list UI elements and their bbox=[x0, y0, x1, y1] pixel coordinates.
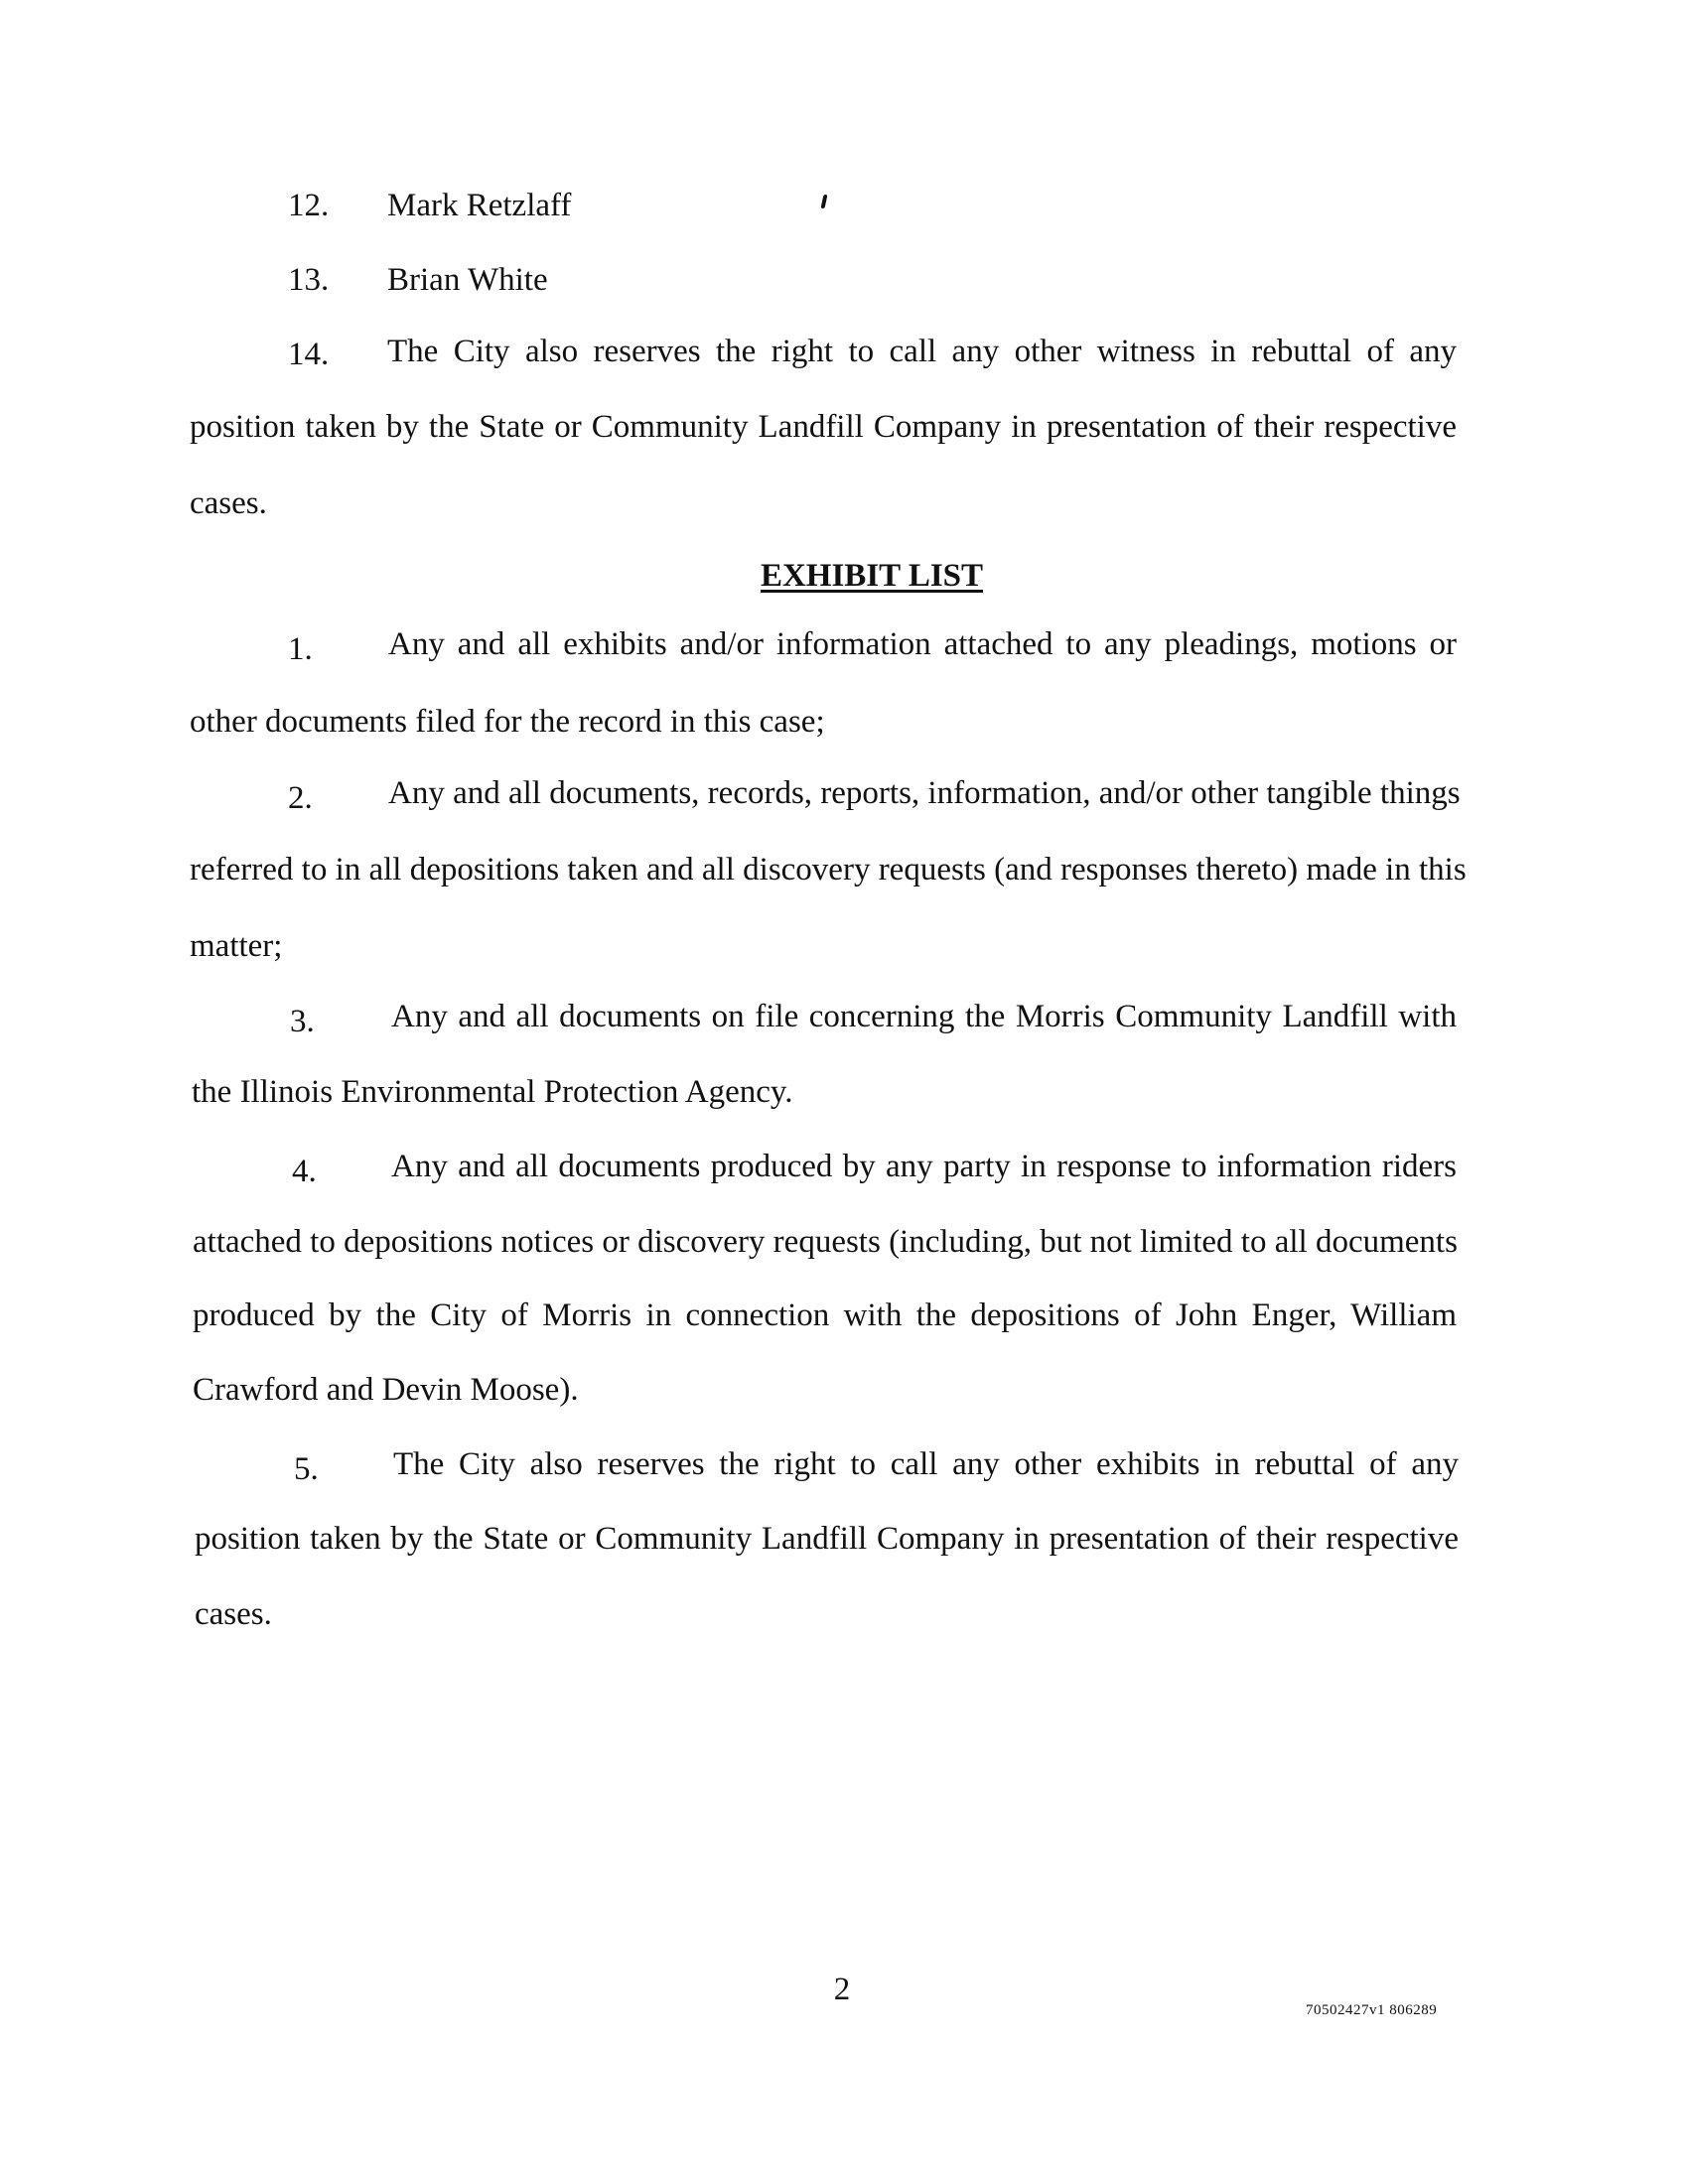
exhibit-number: 5. bbox=[294, 1451, 319, 1487]
paragraph-line: matter; bbox=[190, 928, 283, 964]
paragraph-line: cases. bbox=[190, 485, 267, 521]
paragraph-line: The City also reserves the right to call any other witness in rebuttal of any bbox=[387, 334, 1457, 369]
witness-name: Mark Retzlaff bbox=[387, 188, 572, 223]
paragraph-line: cases. bbox=[195, 1596, 272, 1632]
paragraph-line: the Illinois Environmental Protection Agency. bbox=[192, 1074, 793, 1110]
document-id: 70502427v1 806289 bbox=[1306, 2002, 1438, 2018]
exhibit-number: 2. bbox=[288, 780, 313, 816]
paragraph-line: Any and all documents, records, reports, information, and/or other tangible things bbox=[388, 775, 1461, 811]
paragraph-line: Any and all exhibits and/or information attached to any pleadings, motions or bbox=[388, 626, 1457, 662]
paragraph-line: position taken by the State or Community Landfill Company in presentation of their respective bbox=[190, 409, 1457, 445]
exhibit-number: 3. bbox=[290, 1004, 315, 1039]
witness-name: Brian White bbox=[387, 262, 548, 298]
witness-number: 14. bbox=[288, 337, 330, 372]
exhibit-list-heading: EXHIBIT LIST bbox=[760, 558, 984, 594]
page-number: 2 bbox=[833, 1972, 851, 2007]
paragraph-line: Any and all documents produced by any party in response to information riders bbox=[391, 1149, 1457, 1184]
paragraph-line: other documents filed for the record in this case; bbox=[190, 704, 825, 740]
paragraph-line: attached to depositions notices or discovery requests (including, but not limited to all documents bbox=[193, 1224, 1458, 1260]
witness-number: 12. bbox=[288, 188, 330, 223]
stray-mark bbox=[821, 195, 828, 208]
exhibit-number: 1. bbox=[288, 631, 313, 667]
witness-number: 13. bbox=[288, 262, 330, 298]
paragraph-line: position taken by the State or Community Landfill Company in presentation of their respective bbox=[195, 1521, 1459, 1557]
paragraph-line: The City also reserves the right to call any other exhibits in rebuttal of any bbox=[393, 1446, 1459, 1482]
paragraph-line: Any and all documents on file concerning the Morris Community Landfill with bbox=[391, 999, 1457, 1034]
exhibit-number: 4. bbox=[292, 1154, 317, 1189]
paragraph-line: Crawford and Devin Moose). bbox=[193, 1372, 579, 1408]
paragraph-line: produced by the City of Morris in connection with the depositions of John Enger, William bbox=[193, 1297, 1457, 1333]
paragraph-line: referred to in all depositions taken and all discovery requests (and responses thereto) made in this bbox=[190, 852, 1467, 887]
